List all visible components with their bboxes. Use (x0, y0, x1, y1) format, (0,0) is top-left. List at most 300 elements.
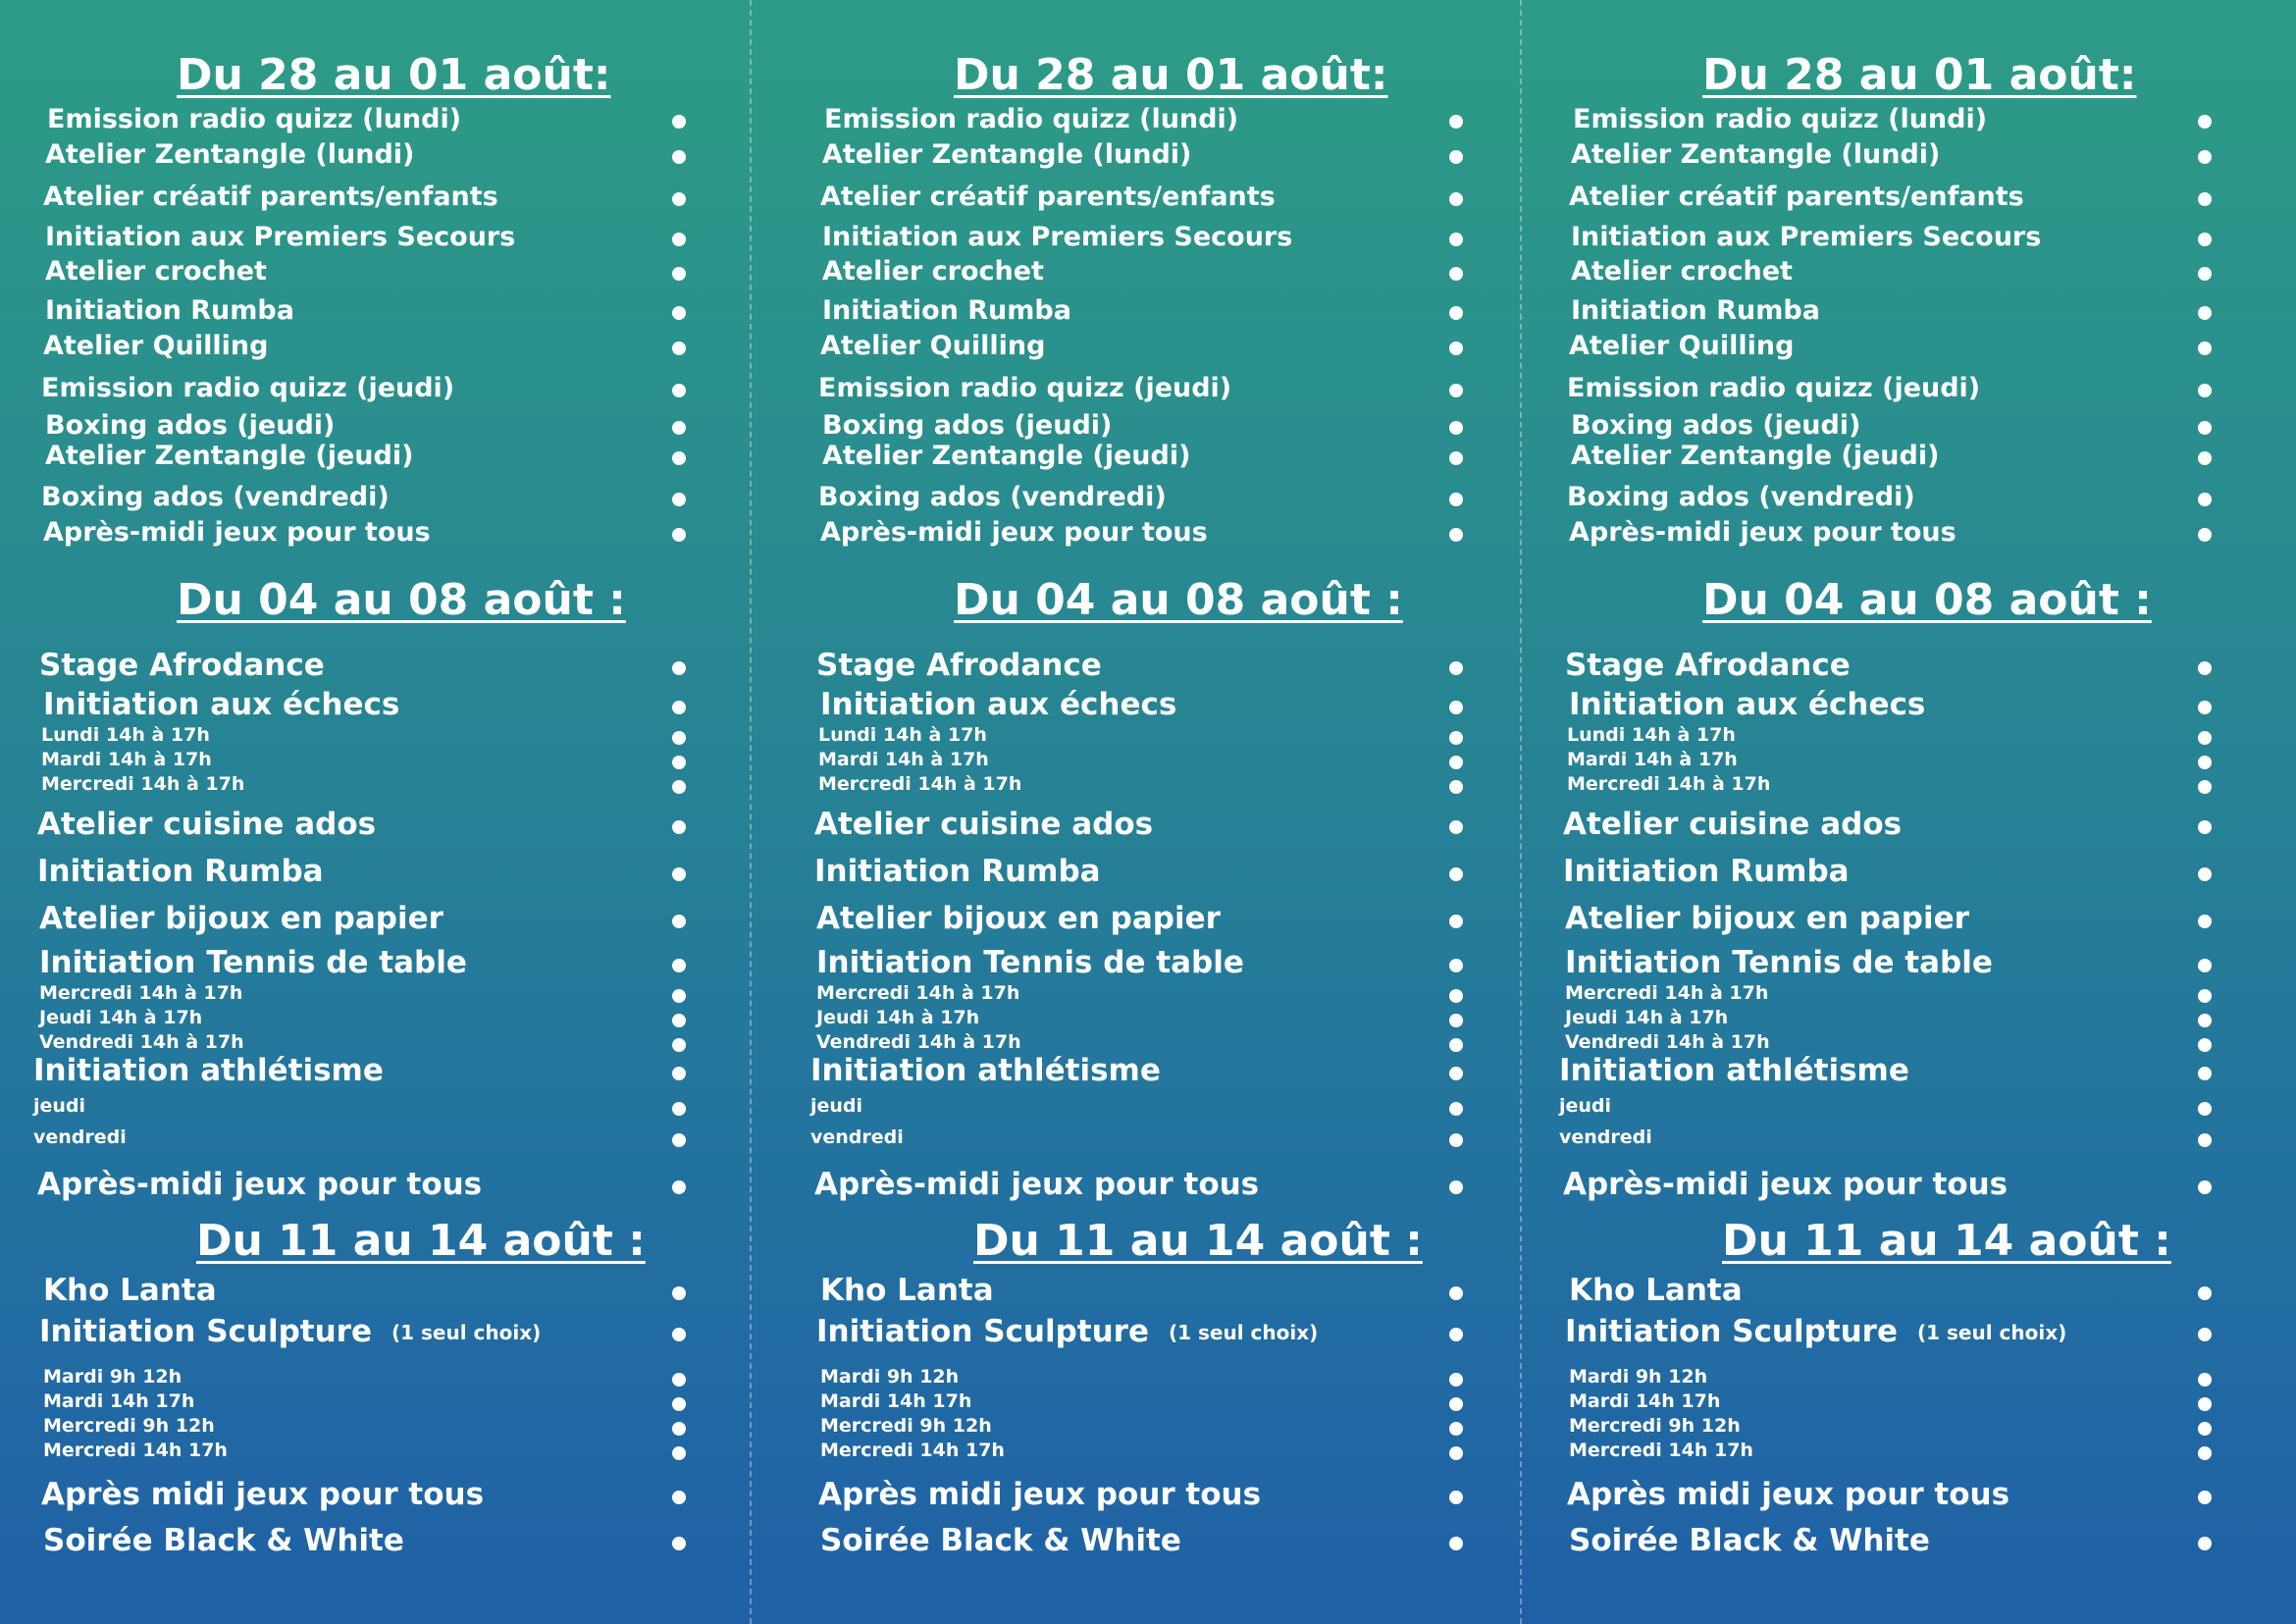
bullet-dot (2198, 1014, 2212, 1027)
activity-label: Initiation aux Premiers Secours (45, 222, 516, 252)
bullet-dot (1449, 150, 1463, 164)
bullet-dot (1449, 1537, 1463, 1550)
activity-item (818, 375, 1231, 401)
activity-item (816, 901, 1221, 936)
activity-item (39, 901, 444, 936)
activity-label: Mercredi 14h à 17h (816, 982, 1020, 1004)
activity-item (1559, 1097, 1611, 1116)
activity-item (810, 1128, 904, 1147)
activity-label: Mardi 9h 12h (43, 1366, 183, 1388)
activity-item (39, 1033, 244, 1052)
bullet-dot (672, 1397, 686, 1411)
bullet-dot (672, 989, 686, 1003)
activity-label: Initiation Tennis de table (1565, 945, 1993, 980)
activity-label: Mercredi 14h à 17h (39, 982, 243, 1004)
bullet-dot (2198, 1491, 2212, 1504)
activity-label: Initiation Tennis de table (816, 945, 1244, 980)
activity-label: Initiation aux Premiers Secours (1571, 222, 2042, 252)
activity-label: Après-midi jeux pour tous (37, 1167, 483, 1202)
activity-label: Mardi 14h 17h (43, 1390, 195, 1412)
activity-item (37, 854, 324, 889)
activity-label: Lundi 14h à 17h (41, 724, 210, 746)
bullet-dot (672, 1422, 686, 1436)
activity-item (43, 1368, 182, 1387)
week-heading: Du 04 au 08 août : (177, 575, 626, 625)
activity-label: Mardi 9h 12h (820, 1366, 960, 1388)
activity-item (1559, 1128, 1652, 1147)
activity-label: Atelier bijoux en papier (816, 901, 1221, 936)
bullet-dot (1449, 661, 1463, 675)
activity-item (37, 1167, 483, 1202)
activity-item (820, 1417, 992, 1436)
activity-label: Lundi 14h à 17h (818, 724, 987, 746)
bullet-dot (1449, 233, 1463, 246)
activity-item (41, 1477, 485, 1512)
bullet-dot (672, 1373, 686, 1387)
activity-label: Stage Afrodance (1565, 648, 1851, 683)
activity-item (1559, 1053, 1909, 1088)
activity-item (1569, 1392, 1720, 1411)
activity-item (1563, 854, 1850, 889)
activity-label: Après midi jeux pour tous (1567, 1477, 2010, 1512)
activity-label: Après-midi jeux pour tous (43, 517, 431, 548)
activity-label: Lundi 14h à 17h (1567, 724, 1736, 746)
activity-item (816, 945, 1244, 980)
bullet-dot (672, 384, 686, 397)
activity-item (45, 141, 414, 168)
activity-item (41, 726, 210, 745)
week-heading: Du 11 au 14 août : (196, 1216, 646, 1266)
activity-label: Atelier Zentangle (lundi) (45, 139, 415, 170)
bullet-dot (672, 867, 686, 881)
bullet-dot (2198, 115, 2212, 129)
activity-label: Boxing ados (jeudi) (822, 410, 1113, 441)
bullet-dot (672, 820, 686, 834)
activity-item (820, 687, 1177, 722)
activity-label: Initiation Rumba (37, 854, 324, 889)
bullet-dot (2198, 1286, 2212, 1300)
activity-label: Initiation aux échecs (43, 687, 400, 722)
activity-label: Atelier Zentangle (jeudi) (822, 441, 1191, 471)
bullet-dot (2198, 915, 2212, 928)
activity-item (820, 519, 1208, 546)
bullet-dot (2198, 150, 2212, 164)
week-heading: Du 28 au 01 août: (177, 50, 611, 100)
activity-item (1571, 141, 1940, 168)
activity-item (33, 1097, 85, 1116)
activity-label: Atelier bijoux en papier (1565, 901, 1969, 936)
bullet-dot (672, 1537, 686, 1550)
activity-item (810, 1097, 862, 1116)
bullet-dot (1449, 867, 1463, 881)
activity-item (43, 1417, 215, 1436)
activity-item (1567, 484, 1915, 510)
activity-item (822, 412, 1112, 439)
activity-item (43, 519, 431, 546)
activity-item (814, 854, 1101, 889)
activity-label: Mercredi 14h 17h (820, 1440, 1005, 1461)
activity-label: Atelier créatif parents/enfants (43, 182, 498, 212)
activity-item (43, 333, 268, 359)
activity-label: Atelier cuisine ados (814, 807, 1154, 842)
bullet-dot (2198, 1537, 2212, 1550)
bullet-dot (672, 421, 686, 435)
bullet-dot (672, 915, 686, 928)
activity-item (1565, 901, 1969, 936)
activity-label: Mercredi 14h 17h (1569, 1440, 1753, 1461)
activity-item (39, 648, 325, 683)
activity-item (822, 258, 1044, 285)
bullet-dot (1449, 267, 1463, 281)
activity-label: Soirée Black & White (1569, 1523, 1930, 1558)
activity-item (824, 106, 1238, 132)
activity-item (43, 1273, 217, 1308)
bullet-dot (2198, 989, 2212, 1003)
activity-label: Initiation Sculpture (1565, 1314, 1898, 1349)
activity-item (33, 1128, 127, 1147)
bullet-dot (2198, 820, 2212, 834)
activity-item (1571, 412, 1860, 439)
activity-label: Vendredi 14h à 17h (1565, 1031, 1770, 1053)
activity-item (43, 1441, 228, 1460)
activity-label: Atelier crochet (822, 256, 1044, 287)
activity-label: Mercredi 9h 12h (820, 1415, 992, 1437)
activity-label: Initiation athlétisme (810, 1053, 1161, 1088)
bullet-dot (1449, 820, 1463, 834)
activity-label: Emission radio quizz (jeudi) (1567, 373, 1981, 403)
activity-label: Initiation Rumba (1571, 295, 1820, 326)
activity-label: Mardi 14h 17h (1569, 1390, 1721, 1412)
activity-item (41, 375, 454, 401)
activity-label: Mercredi 14h à 17h (1567, 773, 1771, 795)
activity-label: Initiation Rumba (45, 295, 294, 326)
activity-label: Mardi 14h à 17h (818, 749, 989, 770)
activity-item (1565, 1033, 1770, 1052)
activity-item (33, 1053, 384, 1088)
activity-item (41, 484, 390, 510)
bullet-dot (1449, 493, 1463, 506)
bullet-dot (1449, 1286, 1463, 1300)
bullet-dot (672, 233, 686, 246)
bullet-dot (1449, 959, 1463, 972)
bullet-dot (672, 493, 686, 506)
activity-label: Atelier Quilling (820, 331, 1046, 361)
activity-label: Boxing ados (vendredi) (1567, 482, 1915, 512)
activity-item (822, 141, 1191, 168)
activity-note: (1 seul choix) (391, 1321, 542, 1344)
activity-label: Boxing ados (vendredi) (818, 482, 1167, 512)
activity-item (818, 484, 1167, 510)
bullet-dot (672, 115, 686, 129)
program-column (1555, 0, 2242, 1624)
bullet-dot (1449, 1422, 1463, 1436)
activity-item (1569, 1368, 1707, 1387)
bullet-dot (1449, 1038, 1463, 1052)
activity-label: Mercredi 14h à 17h (818, 773, 1022, 795)
activity-item (1569, 1417, 1741, 1436)
activity-label: Atelier créatif parents/enfants (1569, 182, 2024, 212)
activity-label: Atelier Zentangle (jeudi) (45, 441, 414, 471)
week-heading: Du 11 au 14 août : (973, 1216, 1423, 1266)
activity-label: Mardi 9h 12h (1569, 1366, 1708, 1388)
activity-label: Après midi jeux pour tous (41, 1477, 485, 1512)
activity-label: Mercredi 14h à 17h (1565, 982, 1769, 1004)
bullet-dot (1449, 528, 1463, 542)
activity-item (45, 258, 267, 285)
activity-label: Kho Lanta (43, 1273, 217, 1308)
activity-label: Emission radio quizz (jeudi) (41, 373, 455, 403)
bullet-dot (2198, 780, 2212, 794)
activity-label: Mercredi 14h à 17h (41, 773, 245, 795)
activity-label: Mardi 14h à 17h (41, 749, 212, 770)
bullet-dot (1449, 451, 1463, 465)
bullet-dot (2198, 1067, 2212, 1080)
activity-item (816, 1314, 1319, 1349)
bullet-dot (2198, 306, 2212, 320)
bullet-dot (672, 1180, 686, 1194)
bullet-dot (1449, 915, 1463, 928)
activity-item (1569, 183, 2024, 210)
activity-label: Après-midi jeux pour tous (814, 1167, 1260, 1202)
bullet-dot (672, 1067, 686, 1080)
activity-item (43, 1392, 194, 1411)
bullet-dot (1449, 1014, 1463, 1027)
bullet-dot (2198, 1133, 2212, 1147)
activity-label: Après-midi jeux pour tous (1569, 517, 1957, 548)
bullet-dot (672, 192, 686, 206)
bullet-dot (2198, 1446, 2212, 1460)
activity-item (818, 751, 989, 769)
activity-item (1567, 375, 1980, 401)
activity-label: Atelier Quilling (1569, 331, 1795, 361)
bullet-dot (2198, 867, 2212, 881)
bullet-dot (1449, 1133, 1463, 1147)
activity-item (1569, 1441, 1753, 1460)
bullet-dot (2198, 267, 2212, 281)
activity-label: Soirée Black & White (43, 1523, 404, 1558)
activity-item (820, 1523, 1181, 1558)
bullet-dot (672, 1286, 686, 1300)
activity-item (816, 1009, 979, 1027)
bullet-dot (2198, 1038, 2212, 1052)
bullet-dot (672, 1102, 686, 1116)
bullet-dot (2198, 384, 2212, 397)
activity-item (820, 1368, 959, 1387)
activity-item (820, 1273, 994, 1308)
activity-label: Atelier cuisine ados (37, 807, 377, 842)
bullet-dot (1449, 1067, 1463, 1080)
activity-label: Atelier cuisine ados (1563, 807, 1903, 842)
activity-item (818, 1477, 1262, 1512)
bullet-dot (672, 1038, 686, 1052)
activity-note: (1 seul choix) (1169, 1321, 1319, 1344)
activity-label: Atelier crochet (1571, 256, 1793, 287)
bullet-dot (2198, 731, 2212, 745)
activity-item (1573, 106, 1987, 132)
activity-label: Mercredi 9h 12h (1569, 1415, 1741, 1437)
activity-item (820, 1441, 1005, 1460)
activity-item (47, 106, 461, 132)
activity-label: Initiation Sculpture (816, 1314, 1149, 1349)
activity-label: Atelier Zentangle (jeudi) (1571, 441, 1940, 471)
activity-item (39, 984, 242, 1003)
activity-item (43, 183, 498, 210)
bullet-dot (672, 756, 686, 769)
bullet-dot (672, 959, 686, 972)
bullet-dot (672, 528, 686, 542)
bullet-dot (1449, 1491, 1463, 1504)
activity-label: Soirée Black & White (820, 1523, 1181, 1558)
activity-label: Emission radio quizz (lundi) (47, 104, 462, 134)
bullet-dot (2198, 341, 2212, 355)
activity-label: Atelier Quilling (43, 331, 269, 361)
activity-label: Après midi jeux pour tous (818, 1477, 1262, 1512)
activity-item (1567, 726, 1736, 745)
activity-item (1565, 1314, 2067, 1349)
activity-item (1571, 224, 2041, 250)
activity-item (810, 1053, 1161, 1088)
bullet-dot (672, 341, 686, 355)
bullet-dot (2198, 701, 2212, 714)
activity-item (822, 443, 1190, 469)
fold-line-1 (750, 0, 752, 1624)
activity-label: Initiation athlétisme (1559, 1053, 1909, 1088)
activity-item (814, 1167, 1260, 1202)
activity-item (39, 1009, 202, 1027)
bullet-dot (2198, 421, 2212, 435)
bullet-dot (2198, 959, 2212, 972)
bullet-dot (2198, 1328, 2212, 1341)
bullet-dot (2198, 451, 2212, 465)
activity-item (822, 297, 1071, 324)
activity-item (818, 726, 987, 745)
bullet-dot (1449, 780, 1463, 794)
activity-label: Kho Lanta (1569, 1273, 1743, 1308)
activity-label: jeudi (1559, 1095, 1612, 1117)
activity-item (1569, 519, 1957, 546)
activity-item (37, 807, 377, 842)
week-heading: Du 28 au 01 août: (1702, 50, 2137, 100)
activity-item (818, 775, 1021, 794)
bullet-dot (672, 1133, 686, 1147)
bullet-dot (2198, 1422, 2212, 1436)
bullet-dot (672, 661, 686, 675)
bullet-dot (1449, 306, 1463, 320)
activity-label: Atelier bijoux en papier (39, 901, 444, 936)
activity-label: Atelier Zentangle (lundi) (822, 139, 1192, 170)
activity-item (1563, 807, 1903, 842)
activity-label: Kho Lanta (820, 1273, 994, 1308)
activity-label: Après-midi jeux pour tous (820, 517, 1208, 548)
activity-label: Initiation Tennis de table (39, 945, 467, 980)
bullet-dot (672, 150, 686, 164)
activity-label: Initiation aux échecs (1569, 687, 1926, 722)
bullet-dot (2198, 1180, 2212, 1194)
activity-label: Mercredi 9h 12h (43, 1415, 215, 1437)
activity-label: Initiation Rumba (1563, 854, 1850, 889)
bullet-dot (2198, 1102, 2212, 1116)
bullet-dot (2198, 493, 2212, 506)
activity-item (45, 224, 515, 250)
activity-item (41, 775, 244, 794)
bullet-dot (2198, 192, 2212, 206)
activity-label: Atelier Zentangle (lundi) (1571, 139, 1941, 170)
bullet-dot (672, 1014, 686, 1027)
activity-item (822, 224, 1292, 250)
fold-line-2 (1520, 0, 1522, 1624)
activity-label: jeudi (33, 1095, 86, 1117)
bullet-dot (672, 267, 686, 281)
week-heading: Du 11 au 14 août : (1722, 1216, 2171, 1266)
activity-label: Initiation athlétisme (33, 1053, 384, 1088)
activity-label: Stage Afrodance (816, 648, 1102, 683)
activity-item (1571, 258, 1793, 285)
activity-note: (1 seul choix) (1917, 1321, 2067, 1344)
bullet-dot (1449, 756, 1463, 769)
activity-label: Atelier créatif parents/enfants (820, 182, 1276, 212)
bullet-dot (2198, 528, 2212, 542)
program-column (29, 0, 716, 1624)
activity-label: Atelier crochet (45, 256, 267, 287)
activity-label: Emission radio quizz (jeudi) (818, 373, 1232, 403)
week-heading: Du 04 au 08 août : (954, 575, 1403, 625)
activity-label: Initiation Rumba (814, 854, 1101, 889)
bullet-dot (1449, 1446, 1463, 1460)
bullet-dot (1449, 989, 1463, 1003)
bullet-dot (2198, 661, 2212, 675)
activity-item (41, 751, 212, 769)
activity-label: Emission radio quizz (lundi) (824, 104, 1239, 134)
activity-item (1565, 984, 1768, 1003)
activity-item (820, 333, 1045, 359)
bullet-dot (1449, 192, 1463, 206)
activity-item (820, 183, 1276, 210)
bullet-dot (672, 1328, 686, 1341)
activity-item (1571, 443, 1939, 469)
activity-label: Jeudi 14h à 17h (39, 1007, 203, 1028)
week-heading: Du 28 au 01 août: (954, 50, 1388, 100)
activity-item (1569, 1273, 1743, 1308)
bullet-dot (672, 1446, 686, 1460)
activity-label: vendredi (1559, 1126, 1652, 1148)
activity-item (1569, 687, 1926, 722)
bullet-dot (2198, 1373, 2212, 1387)
activity-label: jeudi (810, 1095, 863, 1117)
activity-label: Boxing ados (vendredi) (41, 482, 390, 512)
activity-item (1567, 751, 1738, 769)
activity-item (1565, 648, 1851, 683)
activity-label: Initiation Rumba (822, 295, 1071, 326)
week-heading: Du 04 au 08 août : (1702, 575, 2152, 625)
bullet-dot (672, 306, 686, 320)
activity-label: vendredi (810, 1126, 904, 1148)
activity-label: Jeudi 14h à 17h (816, 1007, 980, 1028)
bullet-dot (672, 780, 686, 794)
activity-item (39, 1314, 542, 1349)
activity-label: Mardi 14h 17h (820, 1390, 972, 1412)
activity-item (816, 984, 1019, 1003)
activity-label: Vendredi 14h à 17h (39, 1031, 244, 1053)
bullet-dot (2198, 1397, 2212, 1411)
activity-item (45, 443, 413, 469)
bullet-dot (1449, 421, 1463, 435)
activity-item (1567, 775, 1770, 794)
program-column (807, 0, 1493, 1624)
activity-item (816, 648, 1102, 683)
bullet-dot (1449, 1373, 1463, 1387)
activity-item (1569, 1523, 1930, 1558)
activity-item (1567, 1477, 2010, 1512)
